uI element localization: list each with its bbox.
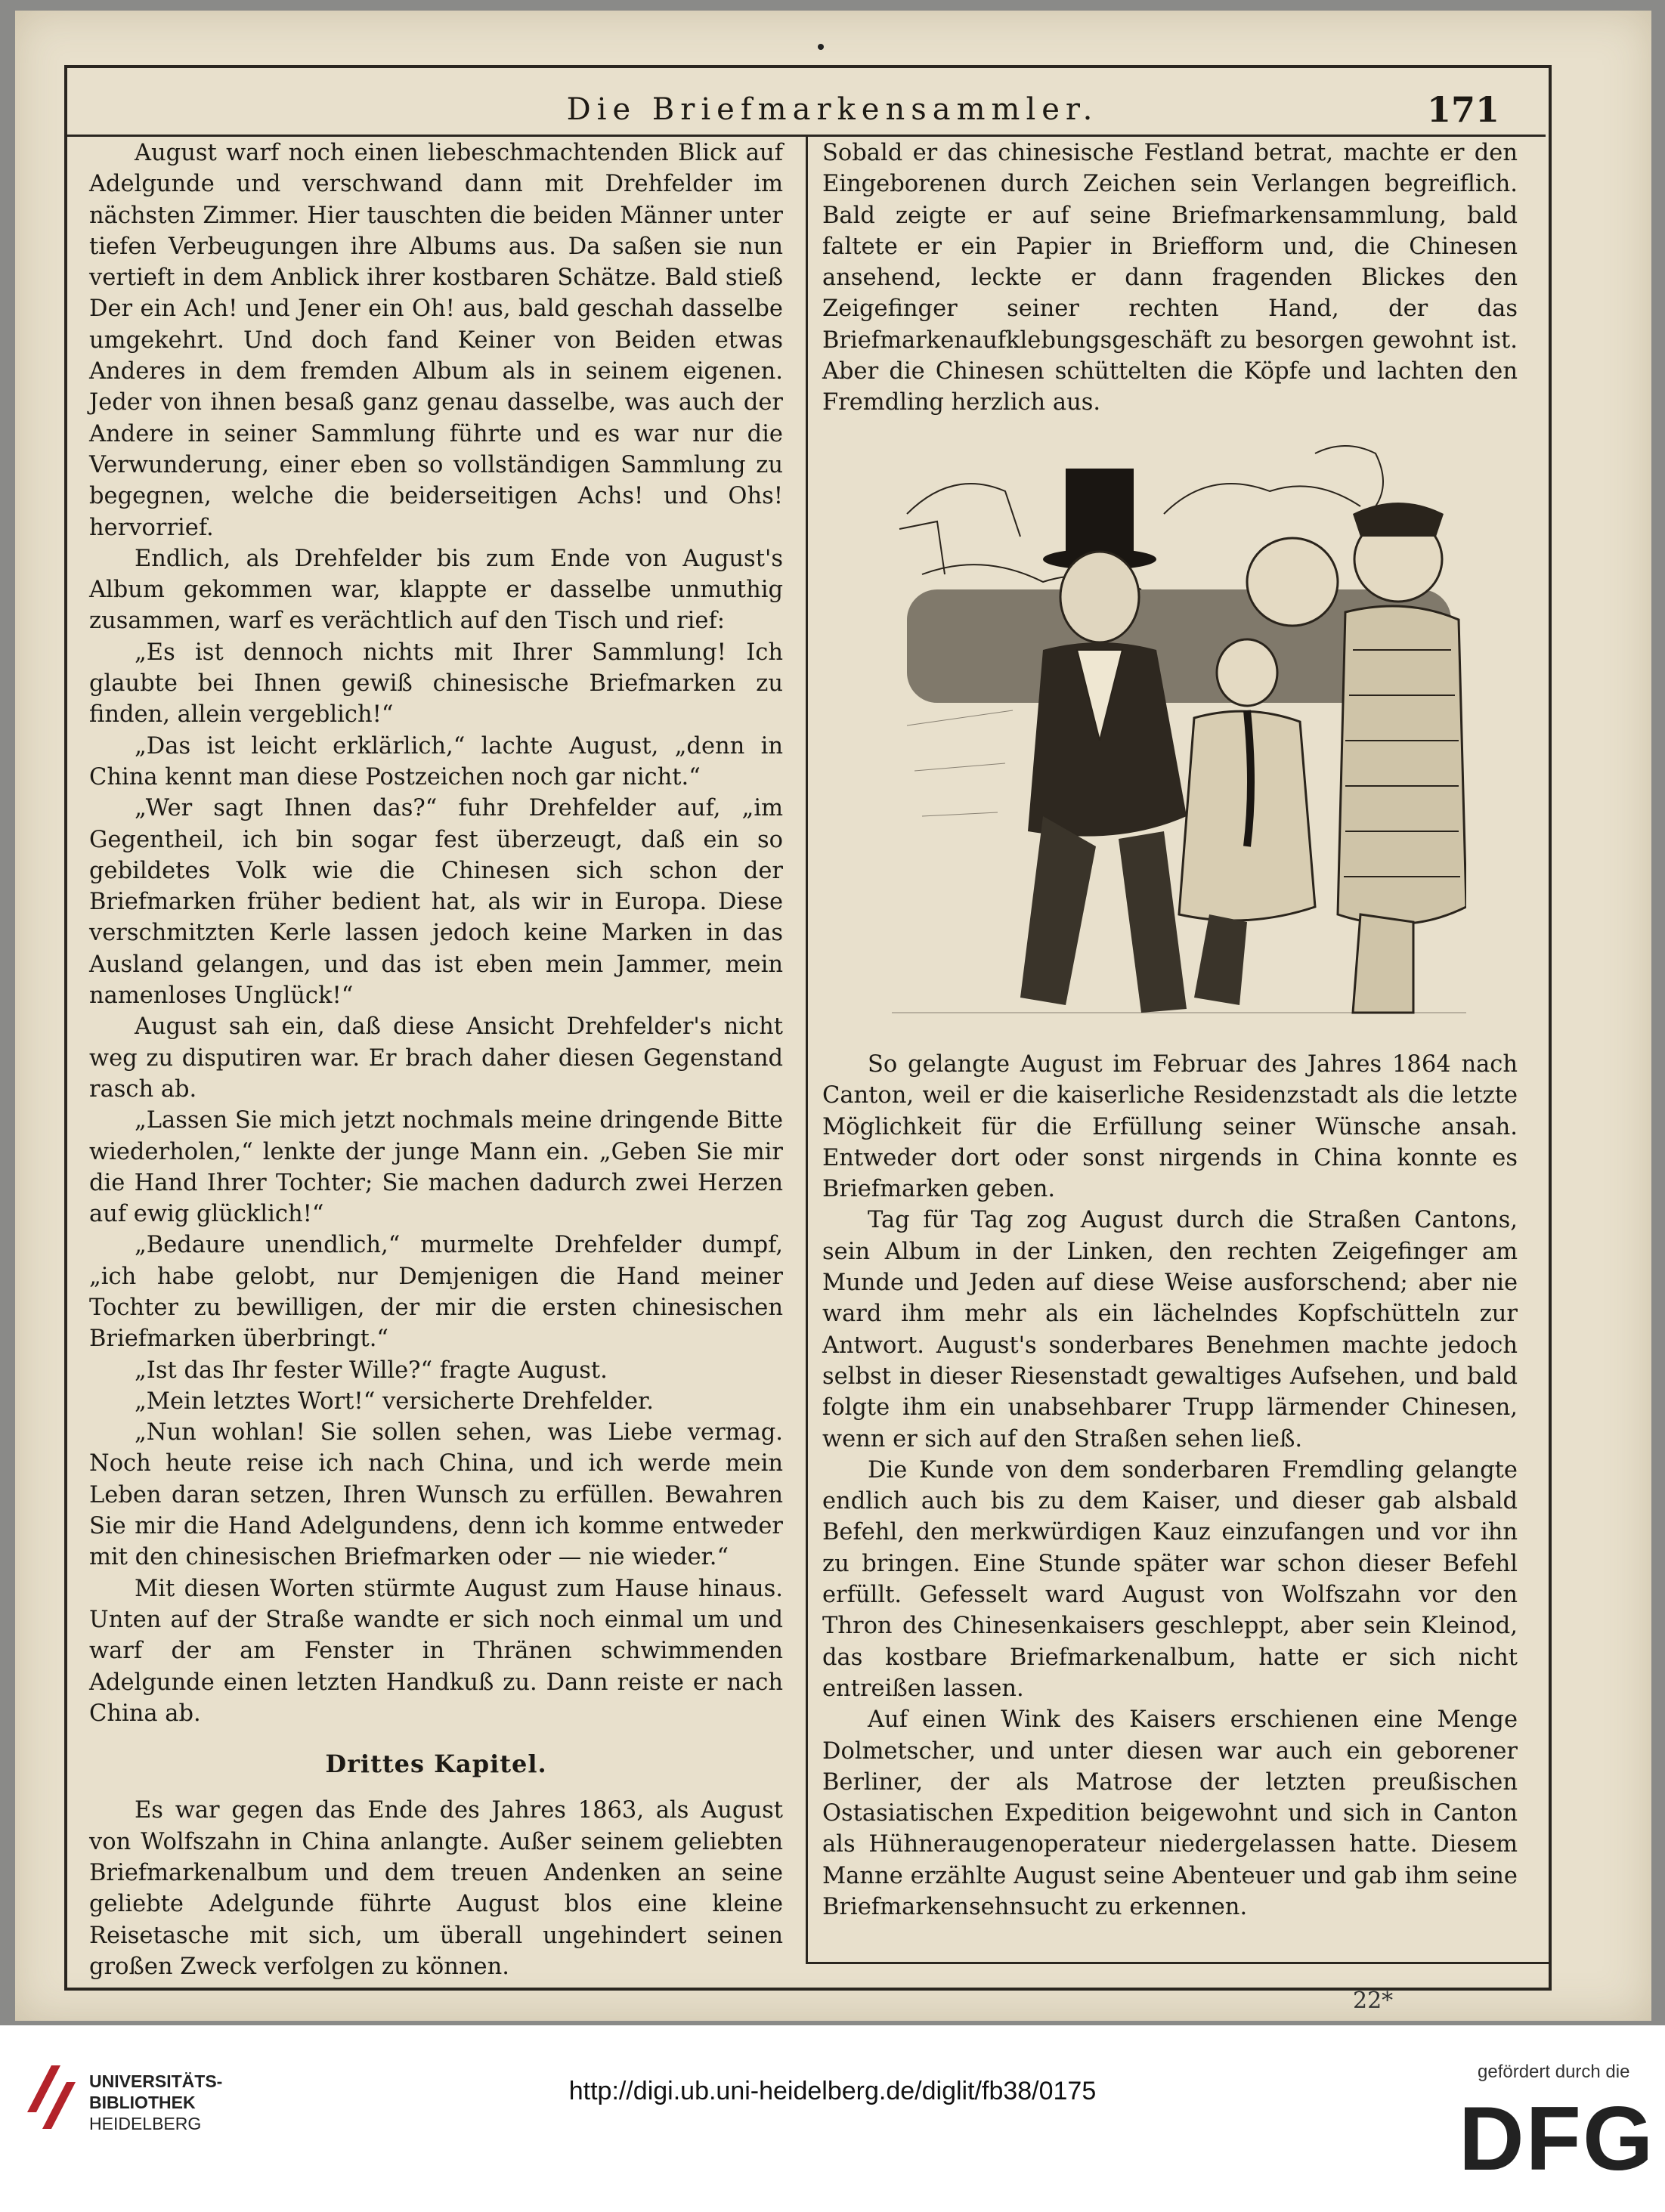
footer-bar — [0, 2025, 1665, 2212]
page-number: 171 — [1427, 89, 1500, 130]
left-column — [89, 138, 783, 1982]
header-rule — [64, 135, 1546, 137]
funding-label: gefördert durch die — [1478, 2062, 1630, 2082]
bottom-rule — [806, 1962, 1549, 1964]
column-rule — [806, 136, 808, 1962]
paragraph: Auf einen Wink des Kaisers erschienen eine Menge Dolmetscher, und unter diesen war auch ein geborener Berliner, der als Matrose der letzten preußischen Ostasiatischen Expedition beigewohnt und sich in Canton als Hühneraugenoperateur niedergelassen hatte. Diesem Manne erzählte August seine Abenteuer und gab ihm seine Briefmarkensehnsucht zu erkennen. — [822, 1706, 1518, 1921]
paragraph: „Mein letztes Wort!“ versicherte Drehfelder. — [135, 1388, 654, 1415]
paragraph: „Es ist dennoch nichts mit Ihrer Sammlung! Ich glaubte bei Ihnen gewiß chinesische Briefmarken zu finden, allein vergeblich!“ — [89, 639, 783, 729]
signature-mark: 22* — [1353, 1988, 1394, 2014]
ink-dot — [818, 44, 824, 50]
paragraph: Es war gegen das Ende des Jahres 1863, als August von Wolfszahn in China anlangte. Außer seinem geliebten Briefmarkenalbum und dem treuen Andenken an seine geliebte Adelgunde führte August blos eine kleine Reisetasche mit sich, um überall ungehindert seinen großen Zweck verfolgen zu können. — [89, 1797, 783, 1980]
paragraph: Die Kunde von dem sonderbaren Fremdling gelangte endlich auch bis zu dem Kaiser, und dieser gab alsbald Befehl, den merkwürdigen Kauz einzufangen und vor ihn zu bringen. Eine Stunde später war schon dieser Befehl erfüllt. Gefesselt ward August von Wolfszahn vor den Thron des Chinesenkaisers geschleppt, aber sein Kleinod, das kostbare Briefmarkenalbum, hatte er sich nicht entreißen lassen. — [822, 1456, 1518, 1702]
right-column-bottom — [822, 1049, 1518, 1923]
paragraph: „Das ist leicht erklärlich,“ lachte August, „denn in China kennt man diese Postzeichen noch gar nicht.“ — [89, 732, 783, 790]
paragraph: Mit diesen Worten stürmte August zum Hause hinaus. Unten auf der Straße wandte er sich noch einmal um und warf der am Fenster in Thränen schwimmenden Adelgunde einen letzten Handkuß zu. Dann reiste er nach China ab. — [89, 1575, 783, 1727]
paragraph: „Lassen Sie mich jetzt nochmals meine dringende Bitte wiederholen,“ lenkte der junge Mann ein. „Geben Sie mir die Hand Ihrer Tochter; Sie machen dadurch zwei Herzen auf ewig glücklich!“ — [89, 1107, 783, 1228]
library-line: BIBLIOTHEK — [89, 2093, 196, 2112]
paragraph: „Ist das Ihr fester Wille?“ fragte August. — [135, 1357, 608, 1384]
dfg-logo: DFG — [1459, 2088, 1655, 2189]
paragraph: Endlich, als Drehfelder bis zum Ende von August's Album gekommen war, klappte er dasselbe unmuthig zusammen, warf es verächtlich auf den Tisch und rief: — [89, 545, 783, 635]
paragraph: „Bedaure unendlich,“ murmelte Drehfelder dumpf, „ich habe gelobt, nur Demjenigen die Hand meiner Tochter zu bewilligen, der mir die ersten chinesischen Briefmarken überbringt.“ — [89, 1232, 783, 1353]
paragraph: Tag für Tag zog August durch die Straßen Cantons, sein Album in der Linken, den rechten Zeigefinger am Munde und Jeden auf diese Weise ausforschend; aber nie ward ihm mehr als ein lächelndes Kopfschütteln zur Antwort. August's sonderbares Benehmen machte jedoch selbst in dieser Riesenstadt gewaltiges Aufsehen, und bald folgte ihm ein unabsehbarer Trupp lärmender Chinesen, wenn er sich auf den Straßen sehen ließ. — [822, 1207, 1518, 1452]
running-title: Die Briefmarkensammler. — [566, 92, 1099, 127]
paragraph: August sah ein, daß diese Ansicht Drehfelder's nicht weg zu disputiren war. Er brach daher diesen Gegenstand rasch ab. — [89, 1013, 783, 1103]
right-column-top — [822, 138, 1518, 419]
paragraph: So gelangte August im Februar des Jahres 1864 nach Canton, weil er die kaiserliche Residenzstadt als die letzte Möglichkeit für die Erfüllung seiner Wünsche ansah. Entweder dort oder sonst nirgends in China konnte es Briefmarken geben. — [822, 1051, 1518, 1203]
library-line: UNIVERSITÄTS- — [89, 2071, 223, 2091]
engraving-illustration — [892, 423, 1466, 1028]
permalink-url[interactable]: http://digi.ub.uni-heidelberg.de/diglit/fb38/0175 — [568, 2077, 1097, 2105]
paragraph: Sobald er das chinesische Festland betrat, machte er den Eingeborenen durch Zeichen sein Verlangen begreiflich. Bald zeigte er auf seine Briefmarkensammlung, bald faltete er ein Papier in Briefform und, die Chinesen ansehend, leckte er dann fragenden Blickes den Zeigefinger seiner rechten Hand, der das Briefmarkenaufklebungsgeschäft zu besorgen gewohnt ist. Aber die Chinesen schüttelten die Köpfe und lachten den Fremdling herzlich aus. — [822, 140, 1518, 416]
chapter-title: Drittes Kapitel. — [325, 1749, 547, 1779]
library-line: HEIDELBERG — [89, 2114, 202, 2133]
paragraph: August warf noch einen liebeschmachtenden Blick auf Adelgunde und verschwand dann mit Drehfelder im nächsten Zimmer. Hier tauschten die beiden Männer unter tiefen Verbeugungen ihre Albums aus. Da saßen sie nun vertieft in dem Anblick ihrer kostbaren Schätze. Bald stieß Der ein Ach! und Jener ein Oh! aus, bald geschah dasselbe umgekehrt. Und doch fand Keiner von Beiden etwas Anderes in dem fremden Album als in seinem eigenen. Jeder von ihnen besaß ganz genau dasselbe, was auch der Andere in seiner Sammlung führte und es war nur die Verwunderung, einer eben so vollständigen Sammlung zu begegnen, welche die beiderseitigen Achs! und Ohs! hervorrief. — [89, 140, 783, 541]
paragraph: „Nun wohlan! Sie sollen sehen, was Liebe vermag. Noch heute reise ich nach China, und ich werde mein Leben daran setzen, Ihren Wunsch zu erfüllen. Bewahren Sie mir die Hand Adelgundens, denn ich komme entweder mit den chinesischen Briefmarken oder — nie wieder.“ — [89, 1419, 783, 1571]
paragraph: „Wer sagt Ihnen das?“ fuhr Drehfelder auf, „im Gegentheil, ich bin sogar fest überzeugt, daß ein so gebildetes Volk wie die Chinesen sich schon der Briefmarken früher bedient hat, als wir in Europa. Diese verschmitzten Kerle lassen jedoch keine Marken in das Ausland gelangen, und das ist eben mein Jammer, mein namenloses Unglück!“ — [89, 795, 783, 1010]
